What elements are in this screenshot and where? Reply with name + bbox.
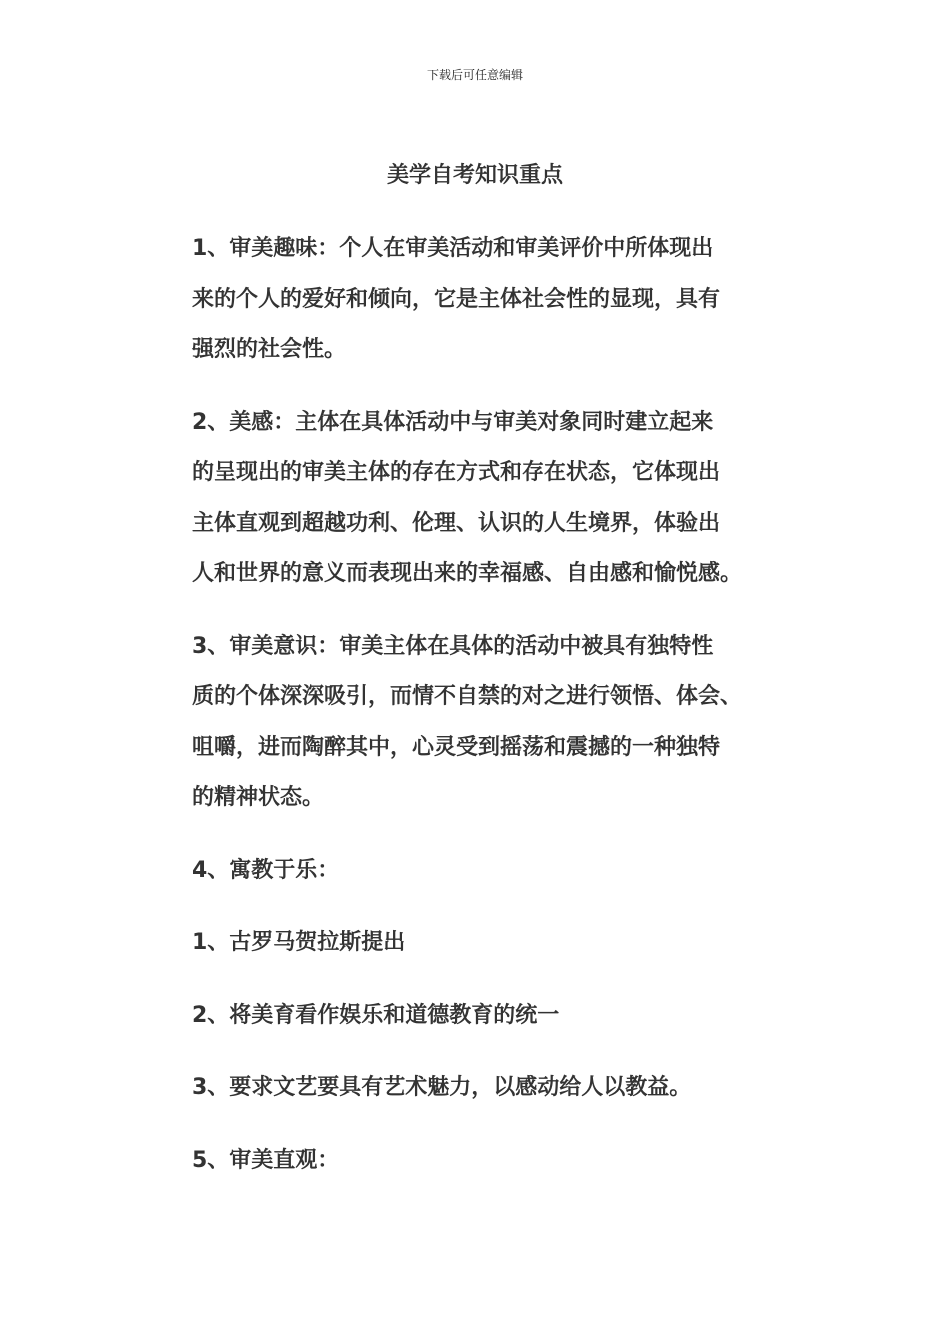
- text-line: 1、古罗马贺拉斯提出: [192, 930, 406, 955]
- text-line: 强烈的社会性。: [192, 337, 347, 362]
- text-line: 的呈现出的审美主体的存在方式和存在状态，它体现出: [192, 460, 721, 485]
- list-item-3: [192, 1063, 772, 1114]
- text-line: 主体直观到超越功利、伦理、认识的人生境界，体验出: [192, 510, 721, 536]
- document-body: [192, 224, 772, 1208]
- list-item-1: [192, 918, 772, 969]
- text-line: 咀嚼，进而陶醉其中，心灵受到摇荡和震撼的一种独特: [192, 734, 721, 760]
- paragraph-aesthetic-consciousness: [192, 622, 772, 824]
- text-line: 3、审美意识：审美主体在具体的活动中被具有独特性: [192, 633, 714, 659]
- header-note: 下载后可任意编辑: [426, 68, 523, 82]
- text-line: 2、将美育看作娱乐和道德教育的统一: [192, 1002, 560, 1028]
- document-title: 美学自考知识重点: [386, 163, 563, 188]
- paragraph-heading-5: [192, 1136, 772, 1187]
- text-line: 人和世界的意义而表现出来的幸福感、自由感和愉悦感。: [192, 561, 743, 586]
- paragraph-aesthetic-feeling: [192, 398, 772, 600]
- text-line: 来的个人的爱好和倾向，它是主体社会性的显现，具有: [192, 286, 721, 312]
- text-line: 4、寓教于乐：: [192, 857, 340, 883]
- text-line: 的精神状态。: [192, 785, 325, 810]
- paragraph-aesthetic-taste: [192, 224, 772, 376]
- list-item-2: [192, 991, 772, 1042]
- text-line: 质的个体深深吸引，而情不自禁的对之进行领悟、体会、: [192, 684, 743, 709]
- text-line: 2、美感：主体在具体活动中与审美对象同时建立起来: [192, 409, 714, 435]
- text-line: 1、审美趣味：个人在审美活动和审美评价中所体现出: [192, 236, 714, 261]
- text-line: 5、审美直观：: [192, 1147, 340, 1173]
- text-line: 3、要求文艺要具有艺术魅力，以感动给人以教益。: [192, 1075, 692, 1100]
- paragraph-heading-4: [192, 846, 772, 897]
